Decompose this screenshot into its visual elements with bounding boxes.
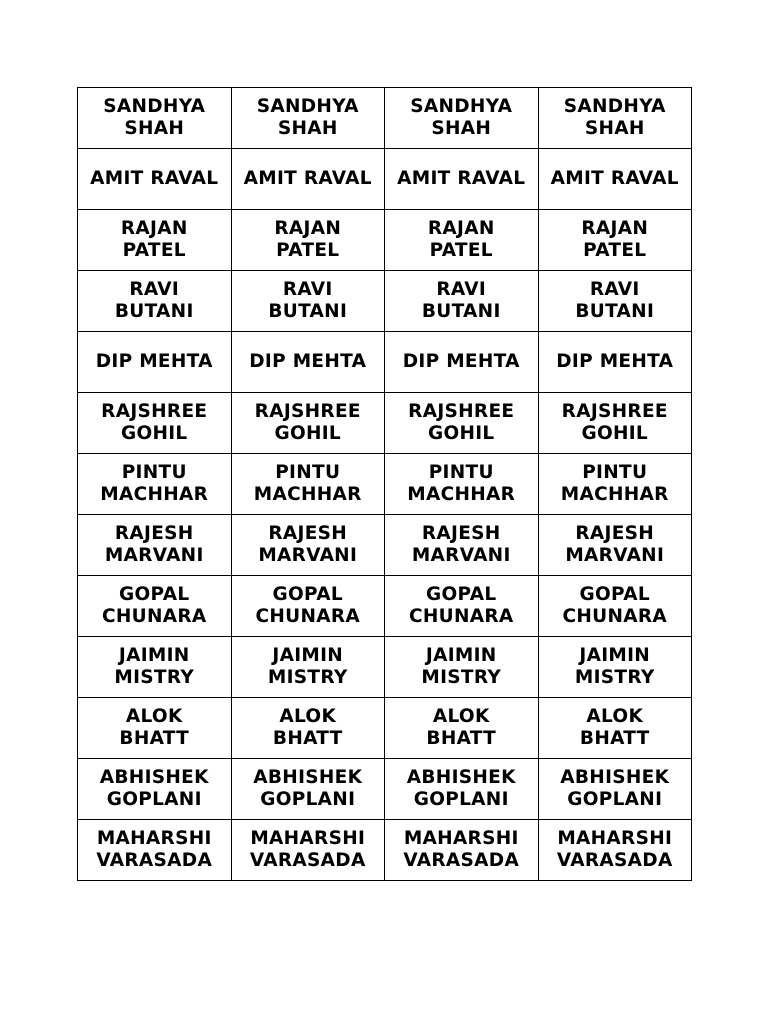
name-label-cell: ALOK BHATT (538, 698, 692, 759)
name-label-cell: PINTU MACHHAR (231, 454, 385, 515)
name-label-cell: DIP MEHTA (538, 332, 692, 393)
name-label-cell: RAJSHREE GOHIL (78, 393, 232, 454)
name-label-cell: AMIT RAVAL (78, 149, 232, 210)
label-row (78, 271, 692, 332)
name-label-cell: ALOK BHATT (385, 698, 539, 759)
name-label-cell: GOPAL CHUNARA (385, 576, 539, 637)
name-label-cell: ABHISHEK GOPLANI (538, 759, 692, 820)
name-label-cell: DIP MEHTA (231, 332, 385, 393)
name-label-cell: AMIT RAVAL (231, 149, 385, 210)
name-label-cell: RAVI BUTANI (231, 271, 385, 332)
label-row (78, 576, 692, 637)
name-label-cell: MAHARSHI VARASADA (538, 820, 692, 881)
name-label-cell: AMIT RAVAL (538, 149, 692, 210)
name-label-cell: RAJESH MARVANI (538, 515, 692, 576)
name-label-cell: RAJSHREE GOHIL (385, 393, 539, 454)
label-row (78, 149, 692, 210)
label-row (78, 454, 692, 515)
label-grid-body (78, 88, 692, 881)
name-label-cell: RAJESH MARVANI (231, 515, 385, 576)
label-row (78, 88, 692, 149)
name-label-cell: RAJAN PATEL (231, 210, 385, 271)
name-label-cell: MAHARSHI VARASADA (385, 820, 539, 881)
name-label-cell: PINTU MACHHAR (385, 454, 539, 515)
name-label-cell: RAVI BUTANI (538, 271, 692, 332)
name-label-cell: SANDHYA SHAH (231, 88, 385, 149)
name-label-cell: SANDHYA SHAH (538, 88, 692, 149)
label-row (78, 820, 692, 881)
name-label-cell: PINTU MACHHAR (78, 454, 232, 515)
label-row (78, 515, 692, 576)
name-label-cell: JAIMIN MISTRY (385, 637, 539, 698)
name-label-cell: GOPAL CHUNARA (538, 576, 692, 637)
name-label-cell: PINTU MACHHAR (538, 454, 692, 515)
name-label-cell: ABHISHEK GOPLANI (78, 759, 232, 820)
name-label-cell: RAVI BUTANI (385, 271, 539, 332)
name-label-cell: MAHARSHI VARASADA (78, 820, 232, 881)
name-label-cell: MAHARSHI VARASADA (231, 820, 385, 881)
name-label-cell: GOPAL CHUNARA (78, 576, 232, 637)
name-label-cell: RAJAN PATEL (78, 210, 232, 271)
name-label-cell: RAJSHREE GOHIL (538, 393, 692, 454)
name-label-cell: RAJESH MARVANI (78, 515, 232, 576)
name-label-cell: RAVI BUTANI (78, 271, 232, 332)
label-row (78, 393, 692, 454)
label-row (78, 759, 692, 820)
name-label-cell: AMIT RAVAL (385, 149, 539, 210)
name-label-cell: JAIMIN MISTRY (78, 637, 232, 698)
name-label-cell: ABHISHEK GOPLANI (385, 759, 539, 820)
name-label-cell: ABHISHEK GOPLANI (231, 759, 385, 820)
name-label-cell: DIP MEHTA (385, 332, 539, 393)
name-label-cell: ALOK BHATT (231, 698, 385, 759)
name-label-grid (77, 87, 692, 881)
name-label-cell: DIP MEHTA (78, 332, 232, 393)
name-label-cell: RAJAN PATEL (385, 210, 539, 271)
label-row (78, 698, 692, 759)
label-row (78, 332, 692, 393)
name-label-cell: RAJAN PATEL (538, 210, 692, 271)
label-row (78, 637, 692, 698)
label-row (78, 210, 692, 271)
name-label-cell: SANDHYA SHAH (385, 88, 539, 149)
name-label-cell: GOPAL CHUNARA (231, 576, 385, 637)
name-label-cell: ALOK BHATT (78, 698, 232, 759)
name-label-cell: RAJSHREE GOHIL (231, 393, 385, 454)
name-label-cell: JAIMIN MISTRY (231, 637, 385, 698)
name-label-cell: RAJESH MARVANI (385, 515, 539, 576)
name-label-cell: JAIMIN MISTRY (538, 637, 692, 698)
name-label-cell: SANDHYA SHAH (78, 88, 232, 149)
